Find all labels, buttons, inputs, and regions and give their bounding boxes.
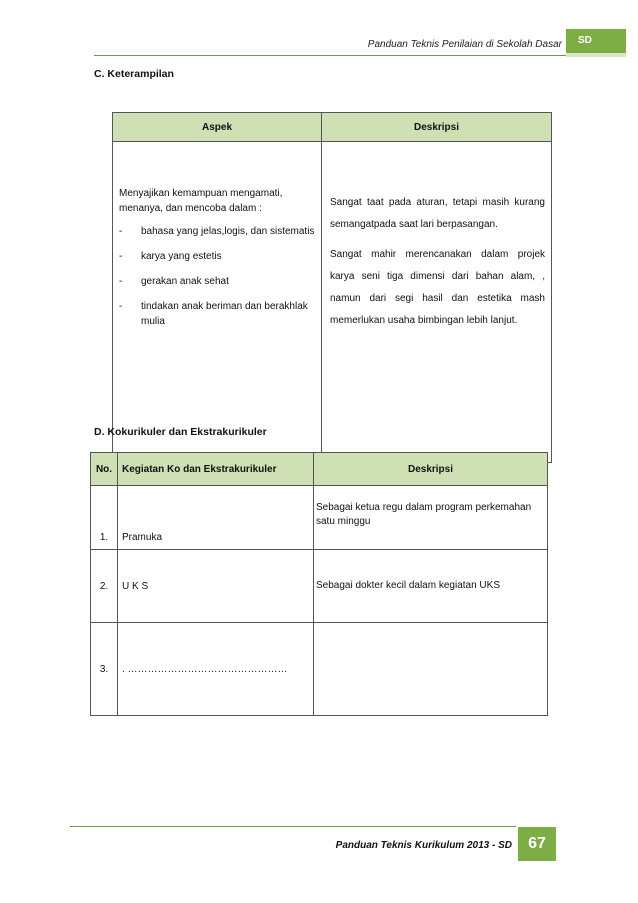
table-row: [91, 623, 548, 716]
deskripsi-cell: [322, 142, 552, 463]
kokurikuler-table: [90, 452, 548, 716]
bullet-dash: -: [119, 276, 123, 287]
section-d-heading: D. Kokurikuler dan Ekstrakurikuler: [94, 426, 267, 438]
row-kegiatan: U K S: [118, 550, 314, 623]
row-no: 1.: [91, 486, 118, 550]
footer-rule: [70, 826, 516, 827]
row-deskripsi: [314, 623, 548, 716]
sd-tab-shadow: [566, 53, 626, 57]
aspek-item-text: tindakan anak beriman dan berakhlak mulia: [141, 301, 308, 327]
row-deskripsi: Sebagai ketua regu dalam program perkemahan satu minggu: [314, 486, 548, 550]
aspek-item: [119, 274, 315, 289]
aspek-item: [119, 224, 315, 239]
aspek-intro: Menyajikan kemampuan mengamati, menanya, dan mencoba dalam :: [119, 188, 283, 214]
aspek-item: [119, 249, 315, 264]
running-header-title: Panduan Teknis Penilaian di Sekolah Dasar: [367, 39, 562, 50]
row-no: 2.: [91, 550, 118, 623]
aspek-item-text: bahasa yang jelas,logis, dan sistematis: [141, 226, 315, 237]
deskripsi-paragraph: Sangat mahir merencanakan dalam projek karya seni tiga dimensi dari bahan alam, , namun dari segi hasil dan estetika mash memerlukan usaha bimbingan lebih lanjut.: [330, 249, 545, 326]
col-aspek-header: Aspek: [113, 113, 322, 142]
row-kegiatan: . …………………………………………: [118, 623, 314, 716]
table-row: [91, 486, 548, 550]
bullet-dash: -: [119, 226, 123, 237]
row-kegiatan: Pramuka: [118, 486, 314, 550]
col-deskripsi-header: Deskripsi: [322, 113, 552, 142]
row-deskripsi: Sebagai dokter kecil dalam kegiatan UKS: [314, 550, 548, 623]
aspek-item: [119, 299, 315, 329]
col-kegiatan-header: Kegiatan Ko dan Ekstrakurikuler: [118, 453, 314, 486]
footer-title: Panduan Teknis Kurikulum 2013 - SD: [335, 840, 512, 851]
col-deskripsi-header: Deskripsi: [314, 453, 548, 486]
col-no-header: No.: [91, 453, 118, 486]
header-rule: [94, 55, 566, 56]
bullet-dash: -: [119, 251, 123, 262]
aspek-item-text: karya yang estetis: [141, 251, 222, 262]
aspek-item-text: gerakan anak sehat: [141, 276, 229, 287]
keterampilan-table: [112, 112, 552, 463]
bullet-dash: -: [119, 301, 123, 312]
table-row: [91, 550, 548, 623]
section-c-heading: C. Keterampilan: [94, 68, 174, 80]
aspek-cell: [113, 142, 322, 463]
row-no: 3.: [91, 623, 118, 716]
deskripsi-paragraph: Sangat taat pada aturan, tetapi masih kurang semangatpada saat lari berpasangan.: [330, 197, 545, 230]
sd-tab: SD: [566, 29, 626, 53]
page-number: 67: [518, 827, 556, 861]
